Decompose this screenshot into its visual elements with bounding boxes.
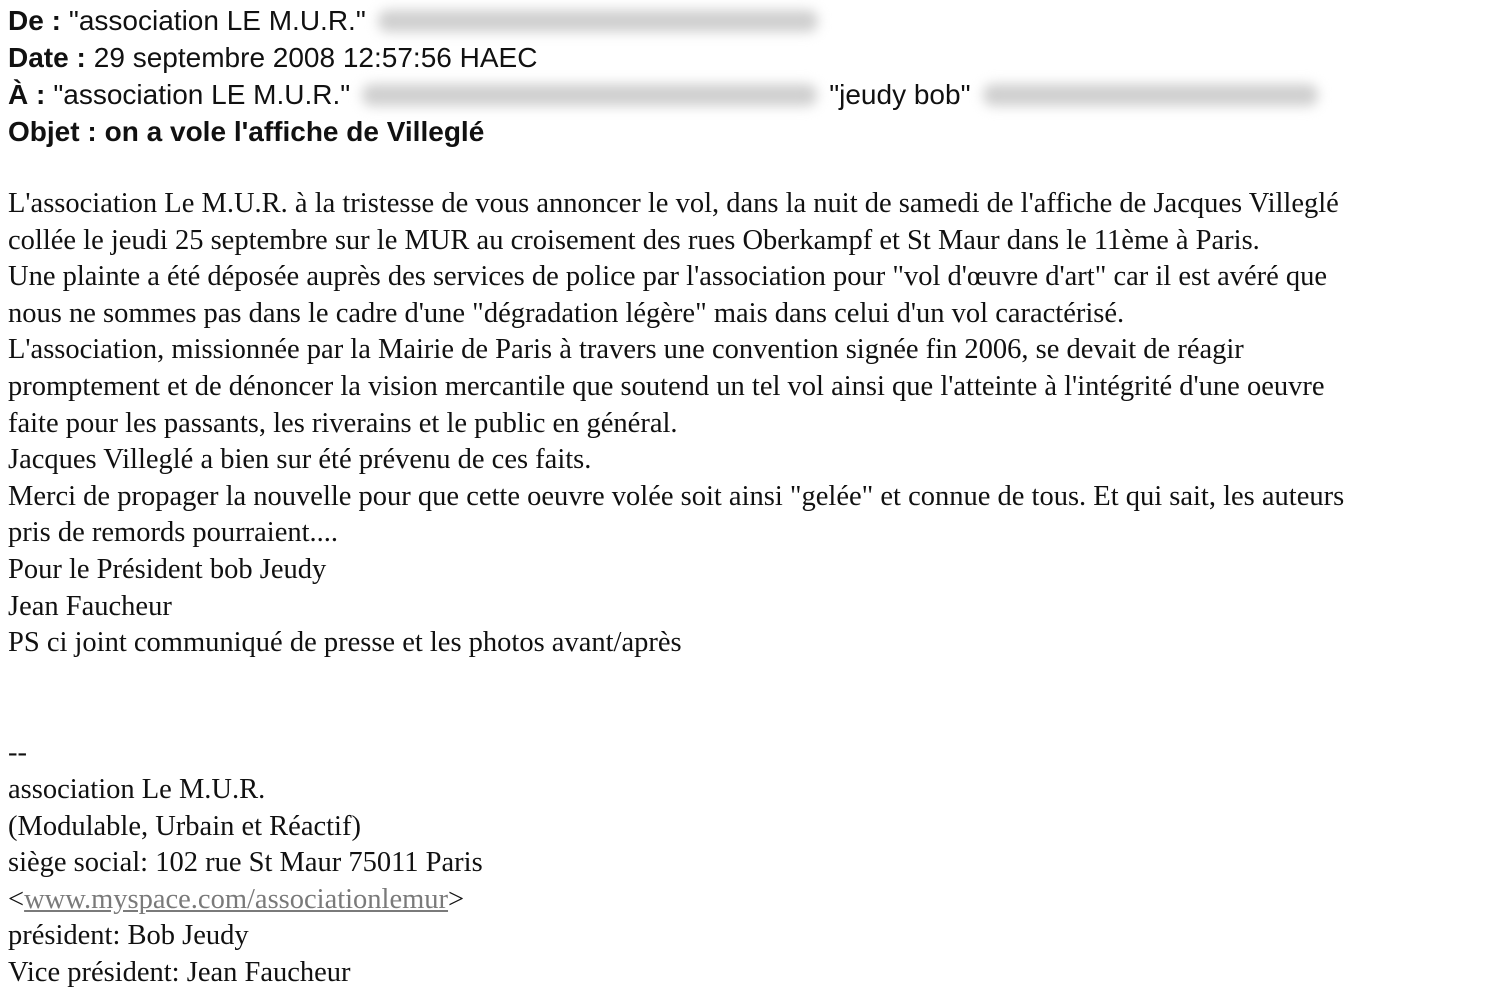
- email-signature: [8, 735, 1494, 991]
- to-value-1: "association LE M.U.R.": [53, 79, 351, 110]
- link-open-bracket: <: [8, 883, 25, 915]
- body-line: Pour le Président bob Jeudy: [8, 553, 327, 585]
- body-line: nous ne sommes pas dans le cadre d'une "dégradation légère" mais dans celui d'un vol caractérisé.: [8, 297, 1125, 329]
- body-line: Merci de propager la nouvelle pour que cette oeuvre volée soit ainsi "gelée" et connue de tous. Et qui sait, les auteurs: [8, 480, 1345, 512]
- signature-org-full: (Modulable, Urbain et Réactif): [8, 810, 361, 842]
- body-line: Jean Faucheur: [8, 590, 172, 622]
- body-line: PS ci joint communiqué de presse et les photos avant/après: [8, 627, 682, 659]
- redacted-email-address: [378, 10, 818, 32]
- signature-vice-president: Vice président: Jean Faucheur: [8, 956, 351, 988]
- date-label: Date :: [8, 42, 86, 73]
- body-line: Une plainte a été déposée auprès des services de police par l'association pour "vol d'œuvre d'art" car il est avéré que: [8, 261, 1328, 293]
- subject-value: on a vole l'affiche de Villeglé: [104, 116, 485, 147]
- myspace-link[interactable]: www.myspace.com/associationlemur: [24, 883, 449, 915]
- redacted-email-address: [362, 84, 817, 106]
- body-line: pris de remords pourraient....: [8, 517, 339, 549]
- signature-org-name: association Le M.U.R.: [8, 773, 266, 805]
- signature-link-line: [8, 882, 1494, 919]
- from-label: De :: [8, 5, 61, 36]
- body-line: L'association Le M.U.R. à la tristesse de vous annoncer le vol, dans la nuit de samedi de l'affiche de Jacques Villeglé: [8, 188, 1339, 219]
- email-body: [8, 186, 1494, 991]
- body-line: Jacques Villeglé a bien sur été prévenu de ces faits.: [8, 444, 592, 476]
- date-row: [8, 39, 1494, 76]
- from-row: [8, 2, 1494, 39]
- body-line: collée le jeudi 25 septembre sur le MUR au croisement des rues Oberkampf et St Maur dans le 11ème à Paris.: [8, 224, 1260, 256]
- to-value-2: "jeudy bob": [829, 79, 971, 110]
- body-line: promptement et de dénoncer la vision mercantile que soutend un tel vol ainsi que l'atteinte à l'intégrité d'une oeuvre: [8, 370, 1325, 402]
- subject-label: Objet :: [8, 116, 97, 147]
- from-value: "association LE M.U.R.": [68, 5, 366, 36]
- date-value: 29 septembre 2008 12:57:56 HAEC: [93, 42, 538, 73]
- signature-address: siège social: 102 rue St Maur 75011 Paris: [8, 847, 483, 879]
- body-line: faite pour les passants, les riverains et le public en général.: [8, 407, 678, 439]
- body-line: L'association, missionnée par la Mairie de Paris à travers une convention signée fin 2006, se devait de réagir: [8, 334, 1244, 366]
- email-message: [8, 0, 1494, 991]
- redacted-email-address: [983, 84, 1318, 106]
- email-headers: [8, 2, 1494, 150]
- subject-row: [8, 113, 1494, 150]
- signature-separator: --: [8, 737, 27, 769]
- signature-president: président: Bob Jeudy: [8, 920, 249, 952]
- to-label: À :: [8, 79, 46, 110]
- to-row: [8, 76, 1494, 113]
- link-close-bracket: >: [448, 883, 465, 915]
